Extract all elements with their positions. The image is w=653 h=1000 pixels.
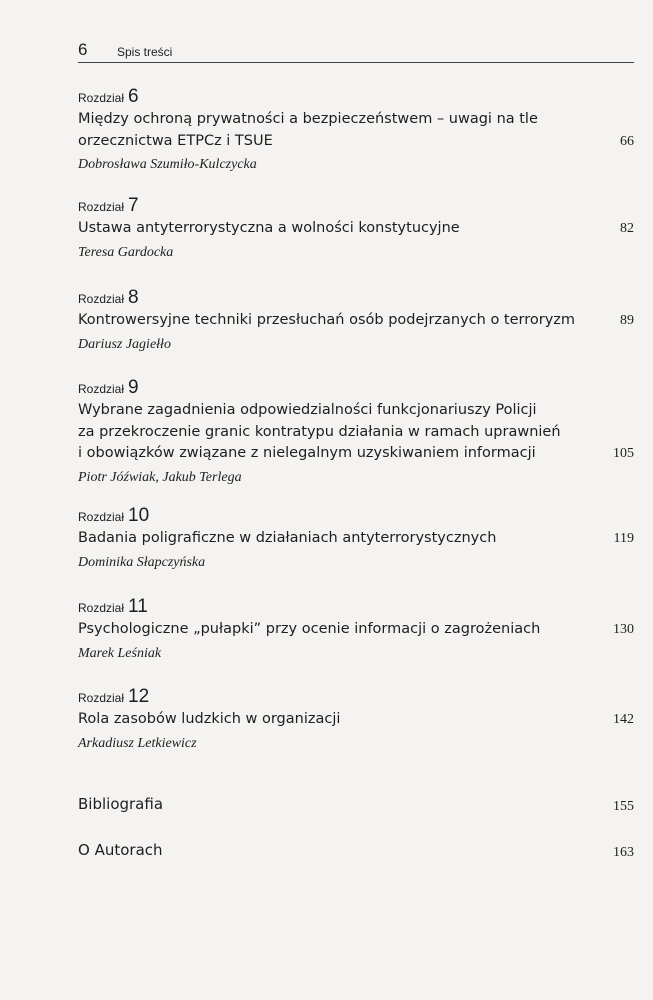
chapter-title-line: Badania poligraficzne w działaniach antyterrorystycznych: [78, 530, 497, 546]
chapter-label: Rozdział: [78, 510, 125, 524]
toc-page-number: 130: [613, 622, 634, 637]
chapter-title-line: za przekroczenie granic kontratypu działania w ramach uprawnień: [78, 423, 561, 440]
chapter-title: [78, 218, 634, 240]
toc-entry-authors[interactable]: [78, 841, 634, 863]
toc-page-number: 119: [613, 531, 634, 546]
toc-entry-chapter-6[interactable]: [78, 87, 634, 174]
chapter-heading: [78, 196, 634, 218]
chapter-author: Marek Leśniak: [78, 645, 162, 661]
chapter-title-line: i obowiązków związane z nielegalnym uzyskiwaniem informacji: [78, 445, 536, 461]
chapter-label: Rozdział: [78, 292, 125, 306]
toc-entry-chapter-7[interactable]: [78, 196, 634, 262]
chapter-title: [78, 528, 634, 550]
chapter-author: Dominika Słapczyńska: [78, 554, 206, 570]
toc-page-number: 82: [620, 221, 634, 236]
chapter-heading: [78, 378, 634, 400]
toc-entry-chapter-10[interactable]: [78, 506, 634, 572]
chapter-title-line: Psychologiczne „pułapki” przy ocenie informacji o zagrożeniach: [78, 621, 541, 637]
chapter-number: 12: [128, 686, 150, 707]
chapter-label: Rozdział: [78, 91, 125, 105]
chapter-title: [78, 310, 634, 332]
chapter-number: 10: [128, 505, 150, 526]
toc-page-number: 89: [620, 313, 634, 328]
chapter-number: 7: [128, 195, 139, 216]
chapter-label: Rozdział: [78, 601, 125, 615]
toc-page-number: 155: [613, 799, 634, 814]
chapter-title: [78, 709, 634, 731]
chapter-title-line: Kontrowersyjne techniki przesłuchań osób podejrzanych o terroryzm: [78, 312, 576, 328]
chapter-label: Rozdział: [78, 691, 125, 705]
toc-entry-title: Bibliografia: [78, 795, 164, 813]
chapter-title: [78, 400, 634, 465]
chapter-author: Arkadiusz Letkiewicz: [78, 735, 197, 751]
chapter-author: Teresa Gardocka: [78, 244, 174, 260]
toc-entry-chapter-8[interactable]: [78, 288, 634, 354]
chapter-title-line: Ustawa antyterrorystyczna a wolności konstytucyjne: [78, 220, 460, 236]
chapter-number: 11: [128, 596, 148, 617]
chapter-title: [78, 109, 634, 152]
chapter-heading: [78, 687, 634, 709]
chapter-number: 6: [128, 86, 139, 107]
chapter-author: Piotr Jóźwiak, Jakub Terlega: [78, 469, 242, 485]
toc-page-number: 163: [613, 845, 634, 860]
toc-entry-chapter-11[interactable]: [78, 597, 634, 663]
toc-entry-chapter-12[interactable]: [78, 687, 634, 753]
page-number: 6: [78, 40, 88, 59]
chapter-heading: [78, 597, 634, 619]
toc-entry-chapter-9[interactable]: [78, 378, 634, 487]
toc-entry-title: O Autorach: [78, 841, 163, 859]
running-header-title: Spis treści: [117, 45, 173, 59]
toc-page-number: 66: [620, 133, 634, 149]
chapter-label: Rozdział: [78, 382, 125, 396]
chapter-label: Rozdział: [78, 200, 125, 214]
chapter-author: Dobrosława Szumiło-Kulczycka: [78, 157, 257, 172]
chapter-heading: [78, 288, 634, 310]
toc-page-number: 142: [613, 712, 634, 727]
chapter-title-line: Wybrane zagadnienia odpowiedzialności funkcjonariuszy Policji: [78, 402, 537, 418]
chapter-author: Dariusz Jagiełło: [78, 336, 171, 352]
toc-page-number: 105: [613, 446, 634, 461]
chapter-title-line: Rola zasobów ludzkich w organizacji: [78, 711, 341, 727]
chapter-number: 9: [128, 377, 139, 398]
chapter-title-line: orzecznictwa ETPCz i TSUE: [78, 132, 273, 149]
chapter-title-line: Między ochroną prywatności a bezpieczeństwem – uwagi na tle: [78, 111, 538, 127]
chapter-heading: [78, 506, 634, 528]
chapter-title: [78, 619, 634, 641]
chapter-number: 8: [128, 287, 139, 308]
chapter-heading: [78, 87, 634, 109]
header-divider: [78, 62, 634, 63]
toc-entry-bibliography[interactable]: [78, 795, 634, 817]
